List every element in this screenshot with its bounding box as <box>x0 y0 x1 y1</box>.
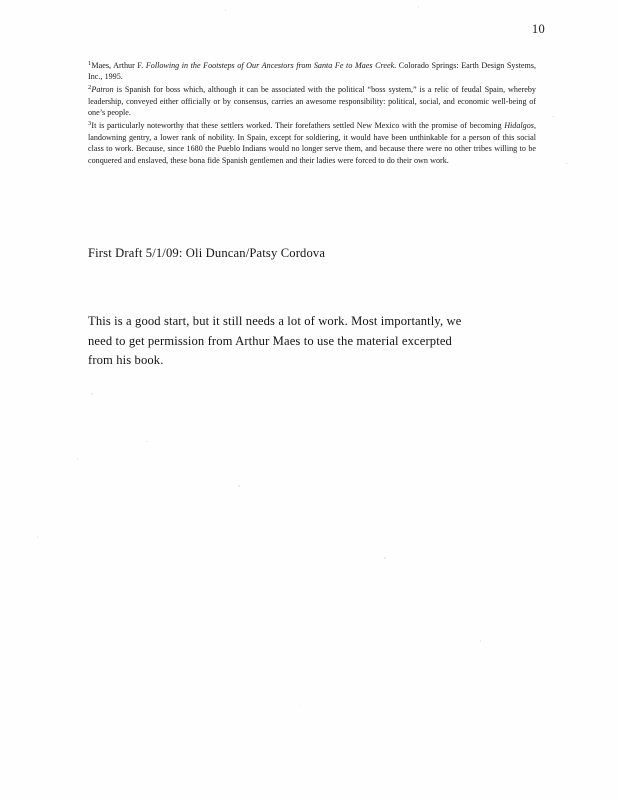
draft-credit-line: First Draft 5/1/09: Oli Duncan/Patsy Cordova <box>88 246 326 260</box>
footnote <box>88 60 536 83</box>
footnote-text-run: Maes, Arthur F. <box>91 61 146 70</box>
editor-note-paragraph: This is a good start, but it still needs a lot of work. Most importantly, we need to get permission from Arthur Maes to use the material excerpted from his book. <box>88 314 462 367</box>
footnote-text-run: , landowning gentry, a lower rank of nobility. In Spain, except for soldiering, it would have been unthinkable for a person of this social class to work. Because, since 1680 the Pueblo Indians would no longer serve them, and because there were no other tribes willing to be conquered and enslaved, these bona fide Spanish gentlemen and their ladies were forced to do their own work. <box>88 121 536 165</box>
footnote-text-run: It is particularly noteworthy that these settlers worked. Their forefathers settled New Mexico with the promise of becoming <box>91 121 505 131</box>
footnote-marker: 1 <box>88 59 92 67</box>
footnote-text-run: is Spanish for boss which, although it can be associated with the political “boss system,” is a relic of feudal Spain, whereby leadership, conveyed either officially or by consensus, carries an awesome responsibility: political, social, and economic well-being of one’s people. <box>88 85 536 118</box>
footnote-italic-run: Following in the Footsteps of Our Ancestors from Santa Fe to Maes Creek <box>145 61 395 70</box>
footnote-text-run: . Colorado Springs: Earth Design Systems, Inc., 1995. <box>88 61 536 82</box>
footnote-italic-run: Hidalgos <box>504 121 534 131</box>
footnote <box>88 84 536 118</box>
footnote-list <box>88 60 536 168</box>
footnote-marker: 2 <box>88 84 92 92</box>
page-number: 10 <box>531 22 545 36</box>
footnote-marker: 3 <box>88 120 92 128</box>
footnote <box>88 120 536 166</box>
footnote-italic-run: Patron <box>91 85 114 95</box>
